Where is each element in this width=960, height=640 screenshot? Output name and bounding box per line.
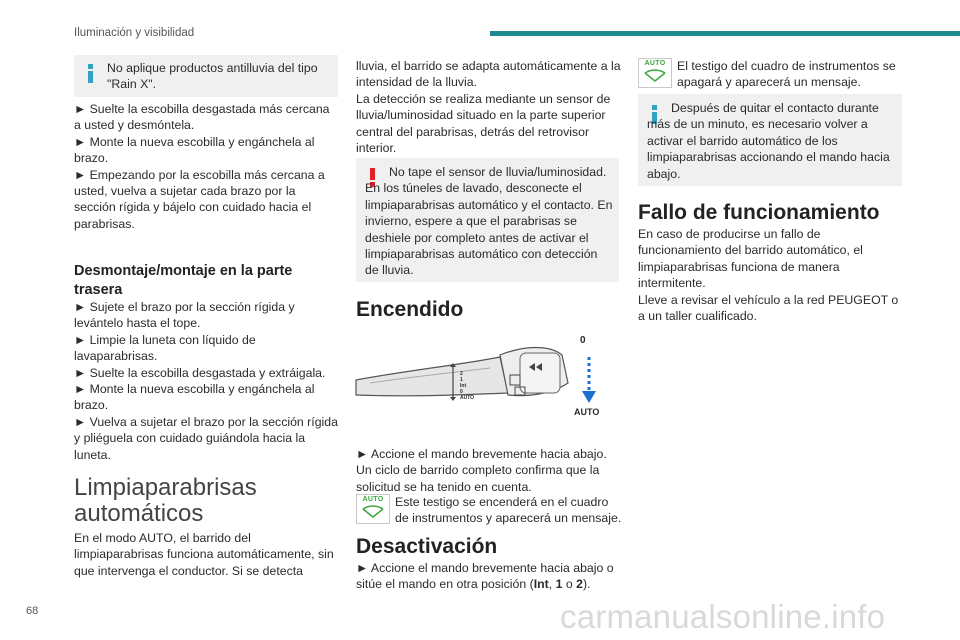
lever-position-marks xyxy=(460,371,474,401)
heading-malfunction: Fallo de funcionamiento xyxy=(638,201,880,224)
warning-note xyxy=(356,158,619,282)
paragraph: En caso de producirse un fallo de funcionamiento del barrido automático, el limpiaparabrisas funciona de manera intermitente. xyxy=(638,227,863,291)
step: ► Empezando por la escobilla más cercana a usted, vuelva a sujetar cada brazo por la sección rígida y bájelo con cuidado hacia el parabrisas. xyxy=(74,167,325,231)
section-title: Iluminación y visibilidad xyxy=(74,27,195,39)
step-off-text: ► Accione el mando brevemente hacia abajo o sitúe el mando en otra posición ( xyxy=(356,561,614,592)
lever-drawing xyxy=(350,335,610,425)
separator: o xyxy=(562,577,577,592)
paragraph: La detección se realiza mediante un sensor de lluvia/luminosidad situado en la parte superior central del parabrisas, detrás del retrovisor interior. xyxy=(356,91,611,156)
info-note-text: Después de quitar el contacto durante más de un minuto, es necesario volver a activar el barrido automático de los limpiaparabrisas accionando el mando hacia abajo. xyxy=(647,101,890,181)
info-note-text: No aplique productos antilluvia del tipo "Rain X". xyxy=(107,61,318,92)
steps-rear xyxy=(74,299,339,463)
position-int: Int xyxy=(533,577,549,592)
step: ► Vuelva a sujetar el brazo por la sección rígida y pliéguela con cuidado guiándola hacia la luneta. xyxy=(74,414,338,462)
paragraph: Lleve a revisar el vehículo a la red PEUGEOT o a un taller cualificado. xyxy=(638,292,899,324)
lever-label-zero: 0 xyxy=(580,335,586,346)
steps-front xyxy=(74,101,339,232)
info-note xyxy=(74,55,338,97)
lever-mark: 1 xyxy=(460,377,463,383)
step: ► Monte la nueva escobilla y engánchela al brazo. xyxy=(74,134,315,166)
paragraph: lluvia, el barrido se adapta automáticamente a la intensidad de la lluvia. xyxy=(356,59,621,90)
step: ► Suelte la escobilla desgastada más cercana a usted y desmóntela. xyxy=(74,102,330,133)
auto-icon-label: AUTO xyxy=(644,60,666,67)
lever-mark: AUTO xyxy=(460,395,475,401)
icon-text-on: Este testigo se encenderá en el cuadro de instrumentos y aparecerá un mensaje. xyxy=(395,495,622,526)
step: ► Suelte la escobilla desgastada y extráigala. xyxy=(74,365,326,380)
heading-auto-wipers: Limpiaparabrisas automáticos xyxy=(74,474,257,527)
warning-note-text: No tape el sensor de lluvia/luminosidad. En los túneles de lavado, desconecte el limpiaparabrisas automático y el contacto. En invierno, espere a que el parabrisas se deshiele por completo antes de activar el limpiaparabrisas automático con detección de lluvia. xyxy=(365,165,613,278)
body-malfunction xyxy=(638,226,903,324)
body-rain xyxy=(356,58,621,156)
step-off xyxy=(356,560,621,593)
lever-mark: Int xyxy=(460,383,467,389)
page-number: 68 xyxy=(26,605,39,617)
info-icon xyxy=(88,64,93,83)
step: ► Monte la nueva escobilla y engánchela al brazo. xyxy=(74,382,315,413)
subheading-rear: Desmontaje/montaje en la parte trasera xyxy=(74,263,293,298)
lever-mark: 0 xyxy=(460,389,463,395)
step-off-suffix: ). xyxy=(582,577,591,592)
icon-text-off: El testigo del cuadro de instrumentos se apagará y aparecerá un mensaje. xyxy=(677,59,896,90)
lever-label-auto: AUTO xyxy=(574,407,600,417)
header-accent-bar xyxy=(490,31,960,36)
step: ► Sujete el brazo por la sección rígida y levántelo hasta el tope. xyxy=(74,300,295,331)
step: ► Limpie la luneta con líquido de lavaparabrisas. xyxy=(74,332,256,364)
lever-mark: 2 xyxy=(460,371,463,377)
wiper-lever-illustration xyxy=(350,335,610,425)
heading-off: Desactivación xyxy=(356,535,498,558)
separator: , xyxy=(548,577,556,592)
watermark: carmanualsonline.info xyxy=(560,598,886,635)
auto-wiper-warning-icon xyxy=(356,494,390,524)
step-on: ► Accione el mando brevemente hacia abajo. Un ciclo de barrido completo confirma que la solicitud se ha tenido en cuenta. xyxy=(356,447,607,494)
heading-on: Encendido xyxy=(356,298,464,321)
position-2: 2 xyxy=(576,577,583,592)
position-1: 1 xyxy=(555,577,563,592)
auto-icon-label: AUTO xyxy=(362,496,384,503)
body-auto-wipers: En el modo AUTO, el barrido del limpiaparabrisas funciona automáticamente, sin que intervenga el conductor. Si se detecta xyxy=(74,531,334,578)
auto-wiper-warning-icon xyxy=(638,58,672,88)
info-note xyxy=(638,94,902,186)
